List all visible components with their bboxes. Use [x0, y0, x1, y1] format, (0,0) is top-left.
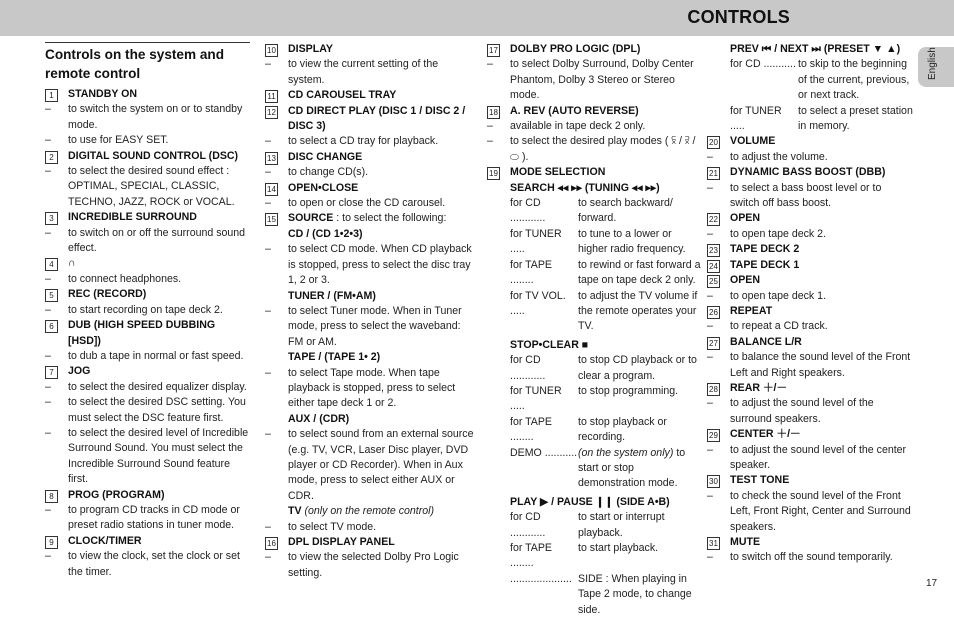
dash-marker: –	[707, 351, 713, 364]
sub-heading: PREV ⏮ / NEXT ⏭ (PRESET ▼ ▲)	[730, 43, 901, 55]
description: to select TV mode.	[288, 520, 377, 533]
description: to select Tape mode. When tape playback is stopped, press to select either tape deck 1 or 2.	[288, 366, 456, 410]
item-heading: DPL DISPLAY PANEL	[288, 536, 395, 548]
item-heading: PROG (PROGRAM)	[68, 488, 165, 501]
item-heading: DOLBY PRO LOGIC (DPL)	[510, 43, 641, 55]
item-number: 25	[707, 275, 720, 288]
item-number: 6	[45, 320, 58, 333]
description: to repeat a CD track.	[730, 320, 828, 333]
dash-marker: –	[45, 303, 51, 316]
dash-marker: –	[45, 426, 51, 439]
mode-label: for TUNER .....	[730, 104, 782, 133]
item-number: 29	[707, 429, 720, 442]
mode-description: to search backward/ forward.	[578, 197, 673, 225]
dash-marker: –	[265, 551, 271, 564]
control-item	[45, 256, 250, 271]
description: to select the desired DSC setting. You must select the DSC feature first.	[68, 396, 246, 424]
description-line	[487, 134, 703, 165]
mode-label: for TAPE ........	[510, 258, 552, 287]
column-4	[707, 42, 913, 566]
control-item	[487, 165, 703, 180]
description-line	[707, 489, 913, 535]
control-item	[707, 242, 913, 257]
sub-heading: CD / (CD 1•2•3)	[288, 227, 363, 240]
mode-label: for TV VOL. .....	[510, 289, 566, 317]
item-heading: DUB (HIGH SPEED DUBBING [HSD])	[68, 319, 216, 347]
mode-row	[487, 510, 703, 541]
mode-row	[487, 196, 703, 227]
sub-heading: STOP•CLEAR ■	[510, 338, 589, 351]
description: to switch the system on or to standby mode.	[68, 103, 243, 131]
description: to view the clock, set the clock or set the timer.	[68, 550, 240, 578]
item-number: 7	[45, 366, 58, 379]
control-item	[45, 364, 250, 379]
sub-heading: TV	[288, 505, 302, 518]
mode-row	[487, 446, 703, 492]
sub-heading: TAPE / (TAPE 1• 2)	[288, 351, 381, 364]
description-line	[45, 226, 250, 257]
sub-heading: TUNER / (FM•AM)	[288, 289, 376, 302]
item-number: 8	[45, 490, 58, 503]
description-line	[707, 181, 913, 212]
dash-marker: –	[265, 135, 271, 148]
item-number: 17	[487, 44, 500, 57]
dash-marker: –	[707, 227, 713, 240]
description-line	[707, 227, 913, 242]
item-number: 18	[487, 106, 500, 119]
mode-row	[487, 289, 703, 335]
mode-description: to stop programming.	[578, 384, 679, 397]
item-heading: SOURCE	[288, 212, 334, 225]
item-number: 4	[45, 258, 58, 271]
control-item	[707, 335, 913, 350]
mode-row	[487, 415, 703, 446]
description: to select CD mode. When CD playback is stopped, press to select the disc tray 1, 2 or 3.	[288, 243, 472, 287]
description: to select Dolby Surround, Dolby Center Phantom, Dolby 3 Stereo or Stereo mode.	[510, 58, 694, 102]
item-number: 22	[707, 213, 720, 226]
control-item	[707, 473, 913, 488]
item-heading: MODE SELECTION	[510, 166, 606, 179]
item-heading: CENTER ＋/－	[730, 428, 801, 441]
control-item	[707, 258, 913, 273]
item-number: 23	[707, 244, 720, 257]
dash-marker: –	[707, 289, 713, 302]
description: to select the desired equalizer display.	[68, 380, 247, 393]
controls-list-1	[45, 87, 250, 580]
item-number: 5	[45, 289, 58, 302]
mode-row	[707, 104, 913, 135]
control-item	[265, 88, 475, 103]
item-heading: INCREDIBLE SURROUND	[68, 211, 197, 224]
note: (on the system only)	[578, 446, 674, 459]
description-line	[45, 102, 250, 133]
dash-marker: –	[265, 197, 271, 210]
control-item	[707, 535, 913, 550]
item-heading: A. REV (AUTO REVERSE)	[510, 104, 639, 117]
item-heading: BALANCE L/R	[730, 335, 802, 348]
control-item	[707, 381, 913, 396]
mode-description: to rewind or fast forward a tape on tape deck 2 only.	[578, 258, 701, 287]
description-line	[45, 549, 250, 580]
dash-marker: –	[45, 349, 51, 362]
description: available in tape deck 2 only.	[510, 120, 646, 133]
mode-label: DEMO ...........	[510, 446, 578, 459]
description-line	[265, 134, 475, 149]
item-number: 24	[707, 260, 720, 273]
description-line	[45, 349, 250, 364]
mode-row	[707, 57, 913, 103]
control-item	[45, 87, 250, 102]
control-item	[487, 42, 703, 57]
mode-label: for CD ...........	[730, 58, 796, 71]
control-item	[707, 304, 913, 319]
description: to connect headphones.	[68, 272, 182, 285]
description: to select a bass boost level or to switch off bass boost.	[730, 181, 882, 210]
description-line	[707, 396, 913, 427]
dash-marker: –	[45, 396, 51, 409]
item-number: 1	[45, 89, 58, 102]
header-bar	[0, 0, 954, 36]
item-heading: OPEN•CLOSE	[288, 181, 359, 194]
item-number: 31	[707, 537, 720, 550]
description-line	[45, 272, 250, 287]
description-line	[45, 164, 250, 210]
item-heading: TAPE DECK 2	[730, 243, 800, 256]
control-item	[707, 273, 913, 288]
mode-row	[487, 384, 703, 415]
control-item	[265, 150, 475, 165]
dash-marker: –	[265, 166, 271, 179]
description-line	[707, 289, 913, 304]
mode-description: to stop playback or recording.	[578, 415, 667, 444]
description: to use for EASY SET.	[68, 134, 169, 147]
dash-marker: –	[707, 551, 713, 564]
mode-description: SIDE : When playing in Tape 2 mode, to change side.	[578, 572, 692, 616]
control-item	[45, 287, 250, 302]
item-heading: DISC CHANGE	[288, 150, 363, 163]
mode-row	[487, 353, 703, 384]
description-line	[707, 319, 913, 334]
dash-marker: –	[45, 550, 51, 563]
control-item	[707, 427, 913, 442]
control-item	[265, 211, 475, 226]
control-item	[265, 42, 475, 57]
column-1	[45, 42, 250, 580]
item-heading: TAPE DECK 1	[730, 258, 800, 271]
mode-description: to adjust the TV volume if the remote operates your TV.	[578, 289, 698, 333]
dash-marker: –	[707, 181, 713, 194]
item-heading: VOLUME	[730, 135, 776, 148]
item-number: 11	[265, 90, 278, 103]
item-heading: TEST TONE	[730, 474, 790, 487]
description-line	[487, 119, 703, 134]
item-number: 27	[707, 337, 720, 350]
description-line	[45, 503, 250, 534]
dash-marker: –	[45, 272, 51, 285]
dash-marker: –	[707, 489, 713, 502]
control-item	[45, 318, 250, 349]
item-heading: OPEN	[730, 212, 761, 225]
dash-marker: –	[45, 103, 51, 116]
note: (only on the remote control)	[301, 505, 435, 518]
description-line	[45, 395, 250, 426]
description: to select the desired level of Incredible Surround Sound. You must select the Incredible Surround Sound feature first.	[68, 426, 249, 486]
mode-label: for TAPE ........	[510, 542, 552, 570]
mode-description: to start or interrupt playback.	[578, 511, 665, 539]
description: to view the current setting of the system.	[288, 58, 439, 86]
mode-label: for CD ............	[510, 197, 546, 225]
description-line	[265, 550, 475, 581]
mode-label: .....................	[510, 572, 572, 585]
dash-marker: –	[487, 58, 493, 71]
item-number: 9	[45, 536, 58, 549]
description: to change CD(s).	[288, 166, 369, 179]
item-heading: OPEN	[730, 274, 761, 287]
description: to adjust the sound level of the surround speakers.	[730, 397, 874, 425]
item-heading-tail: : to select the following:	[333, 212, 447, 225]
description: to program CD tracks in CD mode or preset radio stations in tuner mode.	[68, 503, 240, 532]
description: to open tape deck 2.	[730, 227, 827, 240]
item-heading: REPEAT	[730, 304, 773, 317]
description: to open tape deck 1.	[730, 289, 827, 302]
item-heading: DYNAMIC BASS BOOST (DBB)	[730, 166, 886, 179]
description: to select the desired play modes ( ⫁ / ⫂ / ⬭ ).	[510, 135, 696, 163]
control-item	[265, 104, 475, 135]
dash-marker: –	[707, 320, 713, 333]
dash-marker: –	[45, 380, 51, 393]
language-tab	[918, 47, 954, 87]
mode-description: to select a preset station in memory.	[798, 104, 913, 133]
mode-label: for TAPE ........	[510, 415, 552, 444]
description-line	[45, 426, 250, 488]
item-heading: CD DIRECT PLAY (DISC 1 / DISC 2 / DISC 3)	[288, 104, 466, 133]
description: to dub a tape in normal or fast speed.	[68, 349, 244, 362]
description: to select sound from an external source (e.g. TV, VCR, Laser Disc player, DVD player or CD Recorder). When in Aux mode, press to select either AUX or CDR.	[288, 428, 474, 502]
description: to select a CD tray for playback.	[288, 135, 439, 148]
dash-marker: –	[265, 58, 271, 71]
control-item	[707, 134, 913, 149]
dash-marker: –	[45, 226, 51, 239]
control-item	[707, 165, 913, 180]
page-number: 17	[926, 578, 938, 589]
description-line	[265, 165, 475, 180]
description-line	[45, 133, 250, 148]
item-number: 20	[707, 136, 720, 149]
description-line	[707, 150, 913, 165]
description: to switch off the sound temporarily.	[730, 551, 893, 564]
description-line	[487, 57, 703, 103]
description-line	[265, 57, 475, 88]
item-number: 21	[707, 167, 720, 180]
sub-heading: SEARCH ◂◂ ▸▸ (TUNING ◂◂ ▸▸)	[510, 181, 660, 194]
description-line	[707, 550, 913, 565]
description: to view the selected Dolby Pro Logic setting.	[288, 551, 459, 579]
description-line	[707, 443, 913, 474]
item-heading: DISPLAY	[288, 43, 333, 55]
description: to adjust the volume.	[730, 150, 828, 163]
mode-label: for CD ............	[510, 354, 546, 382]
description: to switch on or off the surround sound effect.	[68, 226, 246, 255]
item-number: 2	[45, 151, 58, 164]
item-number: 16	[265, 537, 278, 550]
mode-description: to stop CD playback or to clear a program.	[578, 354, 697, 382]
item-number: 19	[487, 167, 500, 180]
description-line	[265, 196, 475, 211]
item-heading: CD CAROUSEL TRAY	[288, 89, 397, 102]
dash-marker: –	[45, 503, 51, 516]
mode-label: for TUNER .....	[510, 384, 562, 413]
mode-description: to start playback.	[578, 542, 659, 554]
dash-marker: –	[487, 135, 493, 148]
item-heading: ∩	[68, 257, 76, 270]
item-number: 26	[707, 306, 720, 319]
sub-heading: AUX / (CDR)	[288, 412, 350, 425]
item-heading: JOG	[68, 365, 91, 378]
control-item	[487, 104, 703, 119]
page-title: CONTROLS	[687, 7, 790, 27]
dash-marker: –	[487, 120, 493, 133]
control-item	[265, 535, 475, 550]
item-heading: STANDBY ON	[68, 88, 138, 100]
description: to check the sound level of the Front Left, Front Right, Center and Surround speakers.	[730, 489, 911, 533]
item-heading: CLOCK/TIMER	[68, 534, 142, 547]
item-number: 14	[265, 183, 278, 196]
item-heading: REC (RECORD)	[68, 288, 147, 301]
description-line	[707, 350, 913, 381]
dash-marker: –	[707, 397, 713, 410]
item-number: 15	[265, 213, 278, 226]
item-heading: DIGITAL SOUND CONTROL (DSC)	[68, 149, 239, 162]
control-item	[707, 211, 913, 226]
dash-marker: –	[707, 443, 713, 456]
item-number: 30	[707, 475, 720, 488]
description: to select Tuner mode. When in Tuner mode, press to select the waveband: FM or AM.	[288, 304, 462, 348]
item-number: 13	[265, 152, 278, 165]
description: to open or close the CD carousel.	[288, 197, 446, 210]
dash-marker: –	[707, 150, 713, 163]
mode-row	[487, 572, 703, 618]
control-item	[265, 181, 475, 196]
sub-heading: PLAY ▶ / PAUSE ❙❙ (SIDE A•B)	[510, 495, 670, 508]
mode-row	[487, 227, 703, 258]
item-number: 12	[265, 106, 278, 119]
mode-row	[487, 541, 703, 572]
column-3	[487, 42, 703, 618]
description: to select the desired sound effect : OPTIMAL, SPECIAL, CLASSIC, TECHNO, JAZZ, ROCK or VOCAL.	[68, 165, 235, 208]
dash-marker: –	[45, 134, 51, 147]
item-heading: REAR ＋/－	[730, 381, 788, 394]
control-item	[45, 210, 250, 225]
item-number: 10	[265, 44, 278, 57]
item-number: 28	[707, 383, 720, 396]
description: to start recording on tape deck 2.	[68, 303, 223, 316]
control-item	[45, 149, 250, 164]
mode-label: for CD ............	[510, 511, 546, 539]
mode-row	[487, 258, 703, 289]
control-item	[45, 534, 250, 549]
description: to balance the sound level of the Front Left and Right speakers.	[730, 351, 911, 379]
column-2: 10 DISPLAY – to view the current setting of the system. 11 CD CAROUSEL TRAY 12 CD DIRECT PLAY (DISC 1 / DISC 2 / DISC 3) – to select a CD tray for playback. 13 DISC CHANGE – to change CD(s). 14 OPEN•CLOSE – to open or close the CD carousel. 15 SOURCE : to select the following: CD / (CD 1•2•3) – to select CD mode. When CD playback is stopped, press to select the disc tray 1, 2 or 3. TUNER / (FM•AM) – to select Tuner mode. When in Tuner mode, press to select the waveband: FM or AM. TAPE / (TAPE 1• 2) – to select Tape mode. When tape playback is stopped, press to select either tape deck 1 or 2. AUX / (CDR) – to select sound from an external source (e.g. TV, VCR, Laser Disc player, DVD player or CD Recorder). When in Aux mode, press to select either AUX or CDR. TV (only on the remote control) – to select TV mode. 16 DPL DISPLAY PANEL – to view the selected Dolby Pro Logic setting.	[265, 42, 475, 581]
dash-marker: –	[45, 165, 51, 178]
control-item	[45, 488, 250, 503]
item-heading: MUTE	[730, 536, 761, 548]
description-line	[45, 303, 250, 318]
item-number: 3	[45, 212, 58, 225]
mode-description: to tune to a lower or higher radio frequency.	[578, 227, 686, 256]
language-label: English	[927, 47, 938, 80]
description-line	[45, 380, 250, 395]
description: to adjust the sound level of the center speaker.	[730, 443, 907, 471]
mode-description: (on the system only) to start or stop demonstration mode.	[578, 446, 686, 490]
section-title: Controls on the system and remote control	[45, 42, 250, 83]
mode-label: for TUNER .....	[510, 227, 562, 256]
mode-description: to skip to the beginning of the current, previous, or next track.	[798, 58, 910, 102]
